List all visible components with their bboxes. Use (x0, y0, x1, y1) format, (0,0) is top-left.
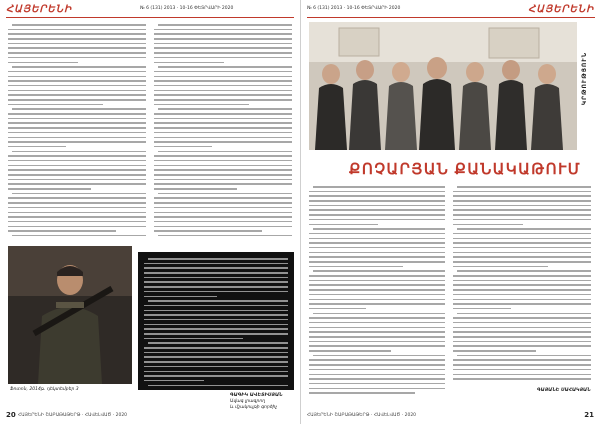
text-line (154, 160, 292, 162)
text-line (453, 209, 591, 211)
text-line (148, 385, 288, 387)
text-line (144, 272, 288, 274)
text-line (309, 303, 445, 305)
text-line (309, 299, 445, 301)
text-line (154, 57, 292, 59)
text-line (313, 270, 445, 272)
text-line (309, 275, 445, 277)
text-line (309, 364, 445, 366)
author-name: ԳԱՅԱՆԵ ՍԱՀԱԿՅԱՆ (537, 388, 591, 393)
text-line (154, 230, 262, 232)
text-line (12, 24, 146, 26)
text-line (154, 197, 292, 199)
text-line (8, 183, 146, 185)
article-headline: ՔՈՉԱՐՅԱՆ ՔԱՆԱԿԱԹՈՒՄ (349, 162, 582, 178)
text-line (453, 294, 591, 296)
text-line (453, 284, 591, 286)
text-line (309, 209, 445, 211)
text-line (154, 104, 249, 106)
text-line (8, 99, 146, 101)
text-line (453, 327, 591, 329)
article-column-1 (309, 186, 445, 398)
text-line (8, 146, 66, 148)
text-line (8, 43, 146, 45)
text-line (309, 219, 445, 221)
text-line (8, 80, 146, 82)
text-line (309, 317, 445, 319)
text-line (309, 247, 445, 249)
text-line (309, 322, 445, 324)
text-line (154, 146, 212, 148)
text-line (8, 230, 116, 232)
text-line (8, 212, 146, 214)
text-line (453, 247, 591, 249)
text-line (144, 305, 288, 307)
text-line (309, 242, 445, 244)
text-line (453, 252, 591, 254)
text-line (453, 322, 591, 324)
text-line (158, 108, 292, 110)
sidebar-text (144, 258, 288, 389)
text-line (453, 256, 591, 258)
text-line (309, 195, 445, 197)
text-line (453, 364, 591, 366)
page-number: 20 (6, 411, 16, 419)
text-line (8, 71, 146, 73)
text-line (457, 228, 591, 230)
text-line (457, 186, 591, 188)
text-line (309, 261, 445, 263)
text-line (154, 127, 292, 129)
photo-caption: Ֆոտոն, 2014թ. դեկտեմբեր 3 (10, 387, 79, 392)
soldier-illustration (8, 246, 132, 384)
text-line (144, 347, 288, 349)
text-line (144, 267, 288, 269)
text-line (154, 216, 292, 218)
text-line (144, 375, 288, 377)
text-line (8, 216, 146, 218)
text-line (154, 141, 292, 143)
text-line (453, 219, 591, 221)
text-line (453, 214, 591, 216)
text-line (457, 355, 591, 357)
text-line (309, 345, 445, 347)
text-line (313, 355, 445, 357)
text-line (154, 207, 292, 209)
text-line (309, 331, 445, 333)
text-line (309, 200, 445, 202)
text-line (154, 155, 292, 157)
text-line (309, 383, 445, 385)
text-line (453, 233, 591, 235)
text-line (309, 350, 391, 352)
text-line (144, 286, 288, 288)
text-line (144, 319, 288, 321)
text-line (154, 169, 292, 171)
text-line (154, 52, 292, 54)
text-line (8, 90, 146, 92)
text-line (144, 371, 288, 373)
text-line (154, 132, 292, 134)
quote-sidebar (138, 252, 294, 390)
text-line (154, 47, 292, 49)
article-column-1 (8, 24, 146, 242)
page-number: 21 (584, 411, 594, 419)
text-line (148, 258, 288, 260)
text-line (154, 179, 292, 181)
text-line (144, 281, 288, 283)
text-line (154, 43, 292, 45)
text-line (154, 183, 292, 185)
text-line (309, 280, 445, 282)
text-line (453, 374, 591, 376)
text-line (144, 380, 204, 382)
section-label: ԿՐԹՈՒԹՅՈՒՆ (581, 52, 588, 106)
text-line (309, 336, 445, 338)
text-line (158, 66, 292, 68)
text-line (8, 202, 146, 204)
text-line (8, 76, 146, 78)
text-line (158, 24, 292, 26)
text-line (154, 90, 292, 92)
text-line (8, 141, 146, 143)
group-photo-illustration (309, 22, 577, 150)
text-line (144, 328, 288, 330)
text-line (457, 270, 591, 272)
sidebar-signature-role2: և մշակույթի գործիչ (230, 405, 278, 410)
text-line (154, 76, 292, 78)
text-line (453, 359, 591, 361)
text-line (8, 179, 146, 181)
text-line (309, 238, 445, 240)
footer-text: ՀԱՅԵՐԵՆԻ ՇԱԲԱԹԱԹԵՐԹ · ՀԱՎԵԼՎԱԾ · 2020 (307, 413, 417, 418)
text-line (309, 374, 445, 376)
text-line (309, 388, 445, 390)
text-line (453, 280, 591, 282)
text-line (144, 366, 288, 368)
text-line (8, 197, 146, 199)
text-line (144, 263, 288, 265)
text-line (144, 356, 288, 358)
text-line (309, 214, 445, 216)
text-line (453, 242, 591, 244)
text-line (154, 118, 292, 120)
text-line (453, 341, 591, 343)
issue-info: № 6 (131) 2013 · 10-16 ՓԵՏՐՎԱՐԻ 2020 (140, 6, 234, 11)
text-line (154, 212, 292, 214)
text-line (144, 352, 288, 354)
text-line (154, 137, 292, 139)
text-line (158, 193, 292, 195)
text-line (144, 361, 288, 363)
text-line (8, 169, 146, 171)
text-line (8, 132, 146, 134)
text-line (453, 308, 511, 310)
masthead-logo: ՀԱՅԵՐԵՆԻ (6, 4, 72, 15)
text-line (309, 327, 445, 329)
text-line (8, 122, 146, 124)
text-line (457, 313, 591, 315)
text-line (8, 160, 146, 162)
text-line (8, 221, 146, 223)
text-line (154, 202, 292, 204)
text-line (453, 275, 591, 277)
text-line (8, 29, 146, 31)
text-line (313, 313, 445, 315)
text-line (8, 188, 91, 190)
footer-text: ՀԱՅԵՐԵՆԻ ՇԱԲԱԹԱԹԵՐԹ · ՀԱՎԵԼՎԱԾ · 2020 (18, 413, 128, 418)
text-line (154, 174, 292, 176)
text-line (154, 99, 292, 101)
text-line (313, 186, 445, 188)
right-page (300, 0, 600, 424)
text-line (144, 338, 243, 340)
text-line (8, 113, 146, 115)
text-line (144, 277, 288, 279)
header-rule (6, 17, 294, 18)
sidebar-signature: ԳԱԳԻԿ ԱՎԵՏԻՍՅԱՆ (230, 393, 283, 398)
text-line (154, 188, 237, 190)
text-line (453, 224, 523, 226)
text-line (453, 369, 591, 371)
text-line (144, 314, 288, 316)
text-line (8, 94, 146, 96)
text-line (154, 221, 292, 223)
text-line (309, 378, 445, 380)
text-line (8, 165, 146, 167)
text-line (453, 261, 591, 263)
text-line (8, 137, 146, 139)
text-line (309, 266, 403, 268)
text-line (12, 108, 146, 110)
text-line (453, 200, 591, 202)
text-line (8, 38, 146, 40)
text-line (12, 235, 146, 237)
text-line (309, 233, 445, 235)
text-line (309, 369, 445, 371)
text-line (8, 155, 146, 157)
text-line (148, 300, 288, 302)
text-line (453, 195, 591, 197)
text-line (154, 62, 224, 64)
text-line (453, 378, 591, 380)
text-line (453, 299, 591, 301)
text-line (8, 127, 146, 129)
text-line (309, 256, 445, 258)
text-line (309, 191, 445, 193)
text-line (8, 62, 78, 64)
text-line (12, 66, 146, 68)
text-line (144, 333, 288, 335)
text-line (8, 174, 146, 176)
group-photo (309, 22, 577, 150)
text-line (144, 324, 288, 326)
text-line (154, 122, 292, 124)
text-line (309, 308, 366, 310)
text-line (154, 33, 292, 35)
text-line (154, 85, 292, 87)
text-line (309, 205, 445, 207)
text-line (453, 317, 591, 319)
text-line (309, 289, 445, 291)
text-line (309, 224, 378, 226)
article-column-2 (154, 24, 292, 242)
text-line (453, 336, 591, 338)
text-line (8, 47, 146, 49)
header-rule (307, 17, 595, 18)
text-line (154, 71, 292, 73)
text-line (453, 205, 591, 207)
text-line (453, 238, 591, 240)
text-line (12, 193, 146, 195)
text-line (158, 151, 292, 153)
text-line (154, 29, 292, 31)
text-line (8, 85, 146, 87)
text-line (309, 341, 445, 343)
text-line (8, 207, 146, 209)
text-line (144, 291, 288, 293)
text-line (154, 113, 292, 115)
text-line (144, 310, 288, 312)
text-line (158, 235, 292, 237)
sidebar-signature-role: Ավագ լրագրող (230, 399, 266, 404)
text-line (309, 392, 415, 394)
text-line (8, 52, 146, 54)
text-line (154, 80, 292, 82)
text-line (8, 57, 146, 59)
text-line (453, 350, 536, 352)
soldier-photo (8, 246, 132, 384)
issue-info: № 6 (131) 2013 · 10-16 ՓԵՏՐՎԱՐԻ 2020 (307, 6, 401, 11)
text-line (453, 345, 591, 347)
text-line (453, 191, 591, 193)
text-line (313, 228, 445, 230)
text-line (309, 284, 445, 286)
text-line (453, 289, 591, 291)
text-line (12, 151, 146, 153)
text-line (8, 226, 146, 228)
text-line (148, 342, 288, 344)
text-line (8, 104, 103, 106)
text-line (309, 294, 445, 296)
text-line (453, 266, 548, 268)
text-line (154, 165, 292, 167)
text-line (154, 94, 292, 96)
text-line (453, 303, 591, 305)
article-column-2 (453, 186, 591, 386)
text-line (309, 359, 445, 361)
text-line (154, 38, 292, 40)
text-line (144, 296, 217, 298)
text-line (453, 331, 591, 333)
masthead-logo: ՀԱՅԵՐԵՆԻ (528, 4, 594, 15)
text-line (154, 226, 292, 228)
text-line (8, 33, 146, 35)
text-line (8, 118, 146, 120)
text-line (309, 252, 445, 254)
